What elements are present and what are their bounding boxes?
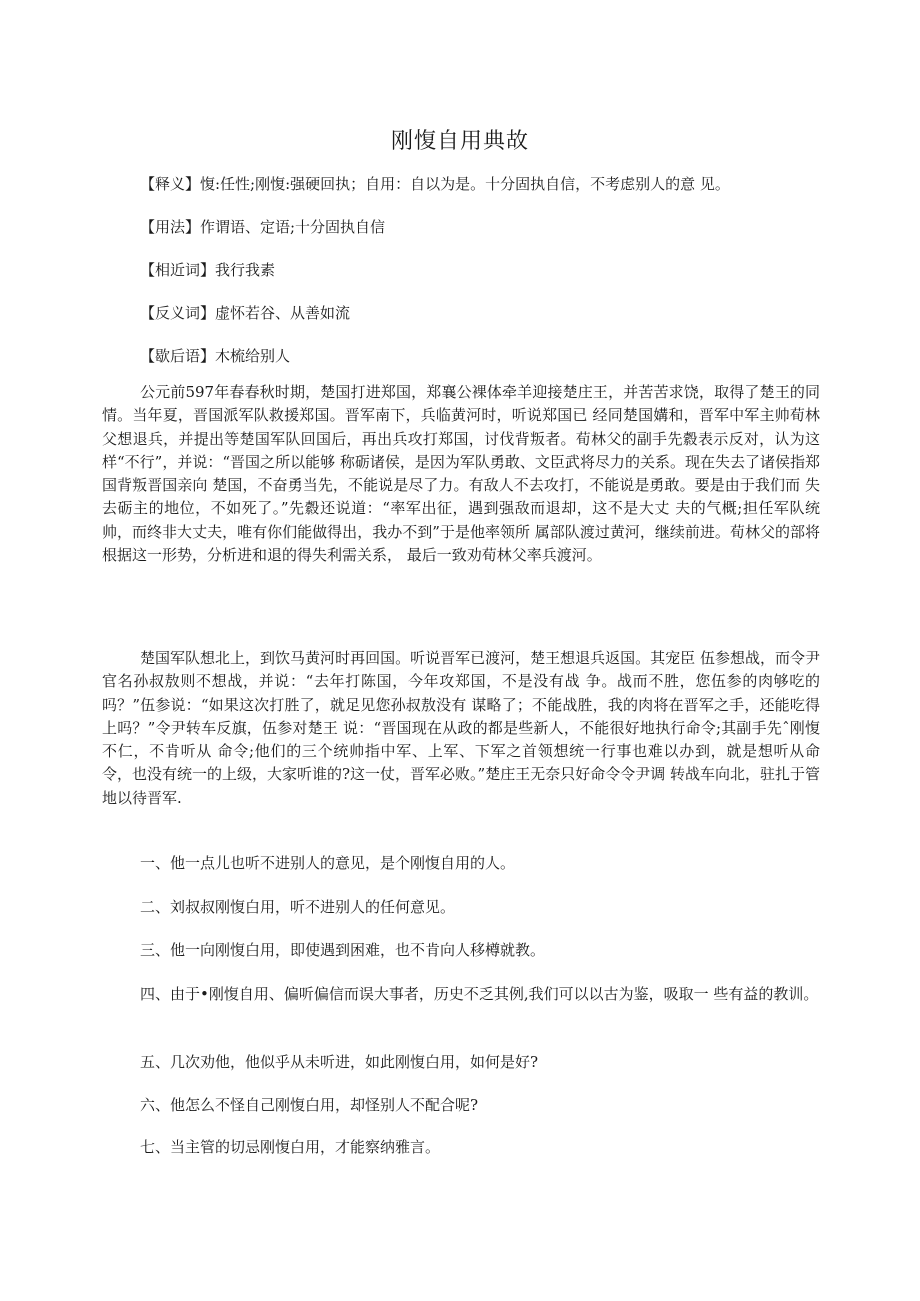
definition-xiehouyu: 【歇后语】木梳给别人 [140, 347, 291, 365]
example-sentence-6: 六、他怎么不怪自己刚愎白用，却怪别人不配合呢? [140, 1096, 479, 1114]
story-paragraph-1: 公元前597年春春秋时期，楚国打进郑国，郑襄公裸体牵羊迎接楚庄王，并苦苦求饶，取得了楚王的同情。当年夏，晋国派军队救援郑国。晋军南下，兵临黄河时，听说郑国已 经同楚国媾和，晋军中军主帅荀林父想退兵，并提出等楚国军队回国后，再出兵攻打郑国，讨伐背叛者。荀林父的副手先縠表示反对，认为这样“不行”，并说：“晋国之所以能够 称砺诸侯，是因为军队勇敢、文臣武将尽力的关系。现在失去了诸侯指郑国背叛晋国亲向 楚国，不奋勇当先，不能说是尽了力。有敌人不去攻打，不能说是勇敢。要是由于我们而 失去砺主的地位，不如死了。”先縠还说道：“率军出征，遇到强敌而退却，这不是大丈 夫的气概;担任军队统帅，而终非大丈夫，唯有你们能做得出，我办不到”于是他率领所 属部队渡过黄河，继续前进。荀林父的部将根据这一形势，分析进和退的得失利需关系， 最后一致劝荀林父率兵渡河。 [102, 383, 820, 565]
example-sentence-2: 二、刘叔叔刚愎白用，听不进别人的任何意见。 [140, 898, 456, 916]
story-paragraph-2: 楚国军队想北上，到饮马黄河时再回国。听说晋军已渡河，楚王想退兵返国。其宠臣 伍参想战，而令尹官名孙叔敖则不想战，并说：“去年打陈国，今年攻郑国，不是没有战 争。战而不胜，您伍参的肉够吃的吗？”伍参说：“如果这次打胜了，就足见您孙叔敖没有 谋略了；不能战胜，我的肉将在晋军之手，还能吃得上吗？”令尹转车反旗，伍参对楚王 说：“晋国现在从政的都是些新人，不能很好地执行命令;其副手先ˆ刚愎不仁，不肯听从 命令;他们的三个统帅指中军、上军、下军之首领想统一行事也难以办到，就是想听从命 令，也没有统一的上级，大家听谁的?这一仗，晋军必败。”楚庄王无奈只好命令令尹调 转战车向北，驻扎于管地以待晋军. [102, 649, 820, 807]
example-sentence-7: 七、当主管的切忌刚愎白用，才能察纳雅言。 [140, 1138, 441, 1156]
definition-meaning: 【释义】愎:任性;刚愎:强硬回执；自用：自以为是。十分固执自信，不考虑别人的意 见。 [140, 175, 730, 193]
definition-antonym: 【反义词】虚怀若谷、从善如流 [140, 304, 351, 322]
example-sentence-4: 四、由于•刚愎自用、偏听偏信而误大事者，历史不乏其例,我们可以以古为鉴，吸取一 些有益的教训。 [140, 985, 819, 1003]
page-title: 刚愎自用典故 [390, 129, 529, 154]
example-sentence-5: 五、几次劝他，他似乎从未听进，如此刚愎白用，如何是好? [140, 1053, 539, 1071]
definition-usage: 【用法】作谓语、定语;十分固执自信 [140, 218, 386, 236]
example-sentence-1: 一、他一点儿也听不进别人的意见，是个刚愎自用的人。 [140, 854, 516, 872]
definition-synonym: 【相近词】我行我素 [140, 261, 276, 279]
example-sentence-3: 三、他一向刚愎白用，即使遇到困难，也不肯向人移樽就教。 [140, 941, 546, 959]
